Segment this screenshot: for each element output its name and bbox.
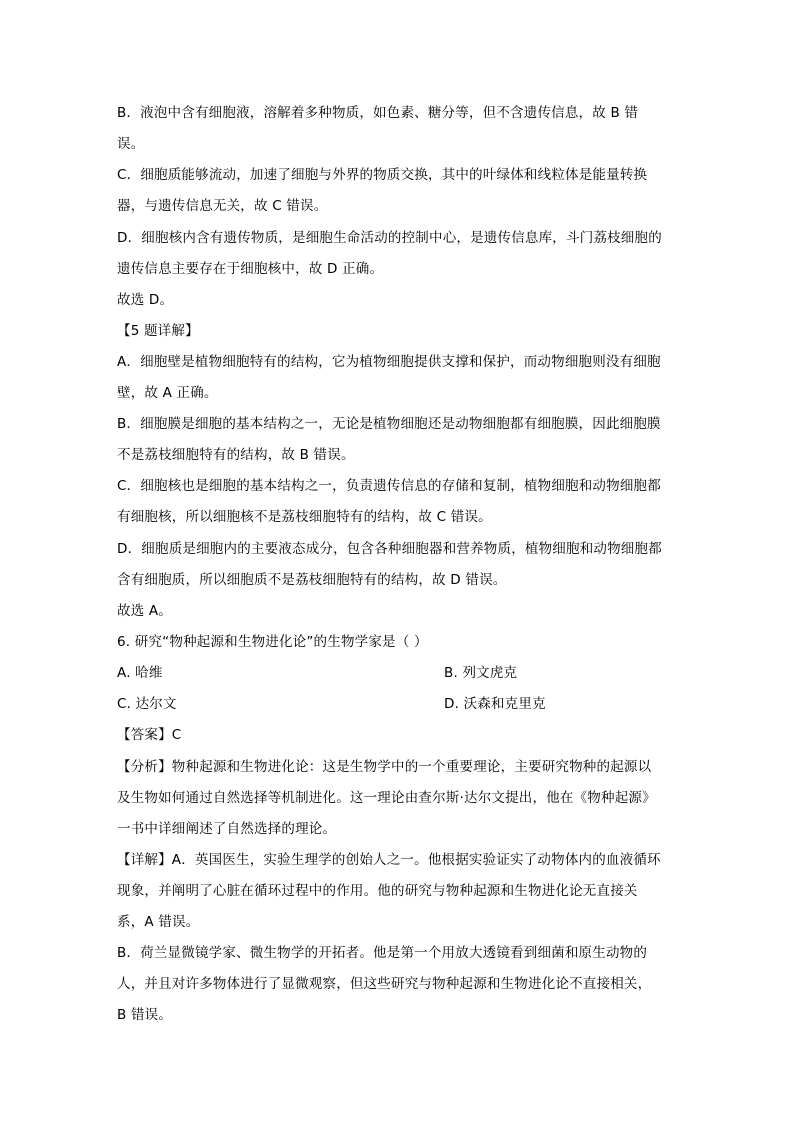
text-line: 人，并且对许多物体进行了显微观察，但这些研究与物种起源和生物进化论不直接相关， [117, 976, 652, 992]
text-line: 【详解】A．英国医生，实验生理学的创始人之一。他根据实验证实了动物体内的血液循环 [117, 852, 661, 868]
text-line: 不是荔枝细胞特有的结构，故 B 错误。 [117, 447, 355, 463]
text-line: 有细胞核，所以细胞核不是荔枝细胞特有的结构，故 C 错误。 [117, 509, 492, 525]
text-line: B．荷兰显微镜学家、微生物学的开拓者。他是第一个用放大透镜看到细菌和原生动物的 [117, 945, 648, 961]
answer-label: 【答案】C [117, 727, 182, 743]
text-line: 现象，并阐明了心脏在循环过程中的作用。他的研究与物种起源和生物进化论无直接关 [117, 883, 638, 899]
text-line: C．细胞质能够流动，加速了细胞与外界的物质交换，其中的叶绿体和线粒体是能量转换 [117, 167, 648, 183]
text-line: C．细胞核也是细胞的基本结构之一，负责遗传信息的存储和复制，植物细胞和动物细胞都 [117, 478, 661, 494]
option-a: A. 哈维 [117, 665, 163, 681]
option-c: C. 达尔文 [117, 696, 177, 712]
text-line: 含有细胞质，所以细胞质不是荔枝细胞特有的结构，故 D 错误。 [117, 572, 507, 588]
text-line: 壁，故 A 正确。 [117, 385, 218, 401]
question-stem: 6. 研究“物种起源和生物进化论”的生物学家是（ ） [117, 634, 428, 650]
text-line: 遗传信息主要存在于细胞核中，故 D 正确。 [117, 261, 384, 277]
text-line: 系，A 错误。 [117, 914, 200, 930]
text-line: 误。 [117, 136, 145, 152]
text-line: D．细胞质是细胞内的主要液态成分，包含各种细胞器和营养物质，植物细胞和动物细胞都 [117, 541, 662, 557]
text-line: B 错误。 [117, 1007, 173, 1023]
text-line: 【分析】物种起源和生物进化论：这是生物学中的一个重要理论，主要研究物种的起源以 [117, 759, 652, 775]
text-line: 及生物如何通过自然选择等机制进化。这一理论由查尔斯·达尔文提出，他在《物种起源》 [117, 790, 656, 806]
text-line: 故选 D。 [117, 292, 174, 308]
option-b: B. 列文虎克 [444, 665, 518, 681]
text-line: 故选 A。 [117, 603, 173, 619]
text-line: 器，与遗传信息无关，故 C 错误。 [117, 198, 328, 214]
text-line: 一书中详细阐述了自然选择的理论。 [117, 821, 337, 837]
text-line: A．细胞壁是植物细胞特有的结构，它为植物细胞提供支撑和保护，而动物细胞则没有细胞 [117, 354, 661, 370]
option-d: D. 沃森和克里克 [444, 696, 546, 712]
text-line: B．液泡中含有细胞液，溶解着多种物质，如色素、糖分等，但不含遗传信息，故 B 错 [117, 105, 639, 121]
section-heading: 【5 题详解】 [117, 323, 199, 339]
text-line: D．细胞核内含有遗传物质，是细胞生命活动的控制中心，是遗传信息库，斗门荔枝细胞的 [117, 230, 662, 246]
text-line: B．细胞膜是细胞的基本结构之一，无论是植物细胞还是动物细胞都有细胞膜，因此细胞膜 [117, 416, 661, 432]
